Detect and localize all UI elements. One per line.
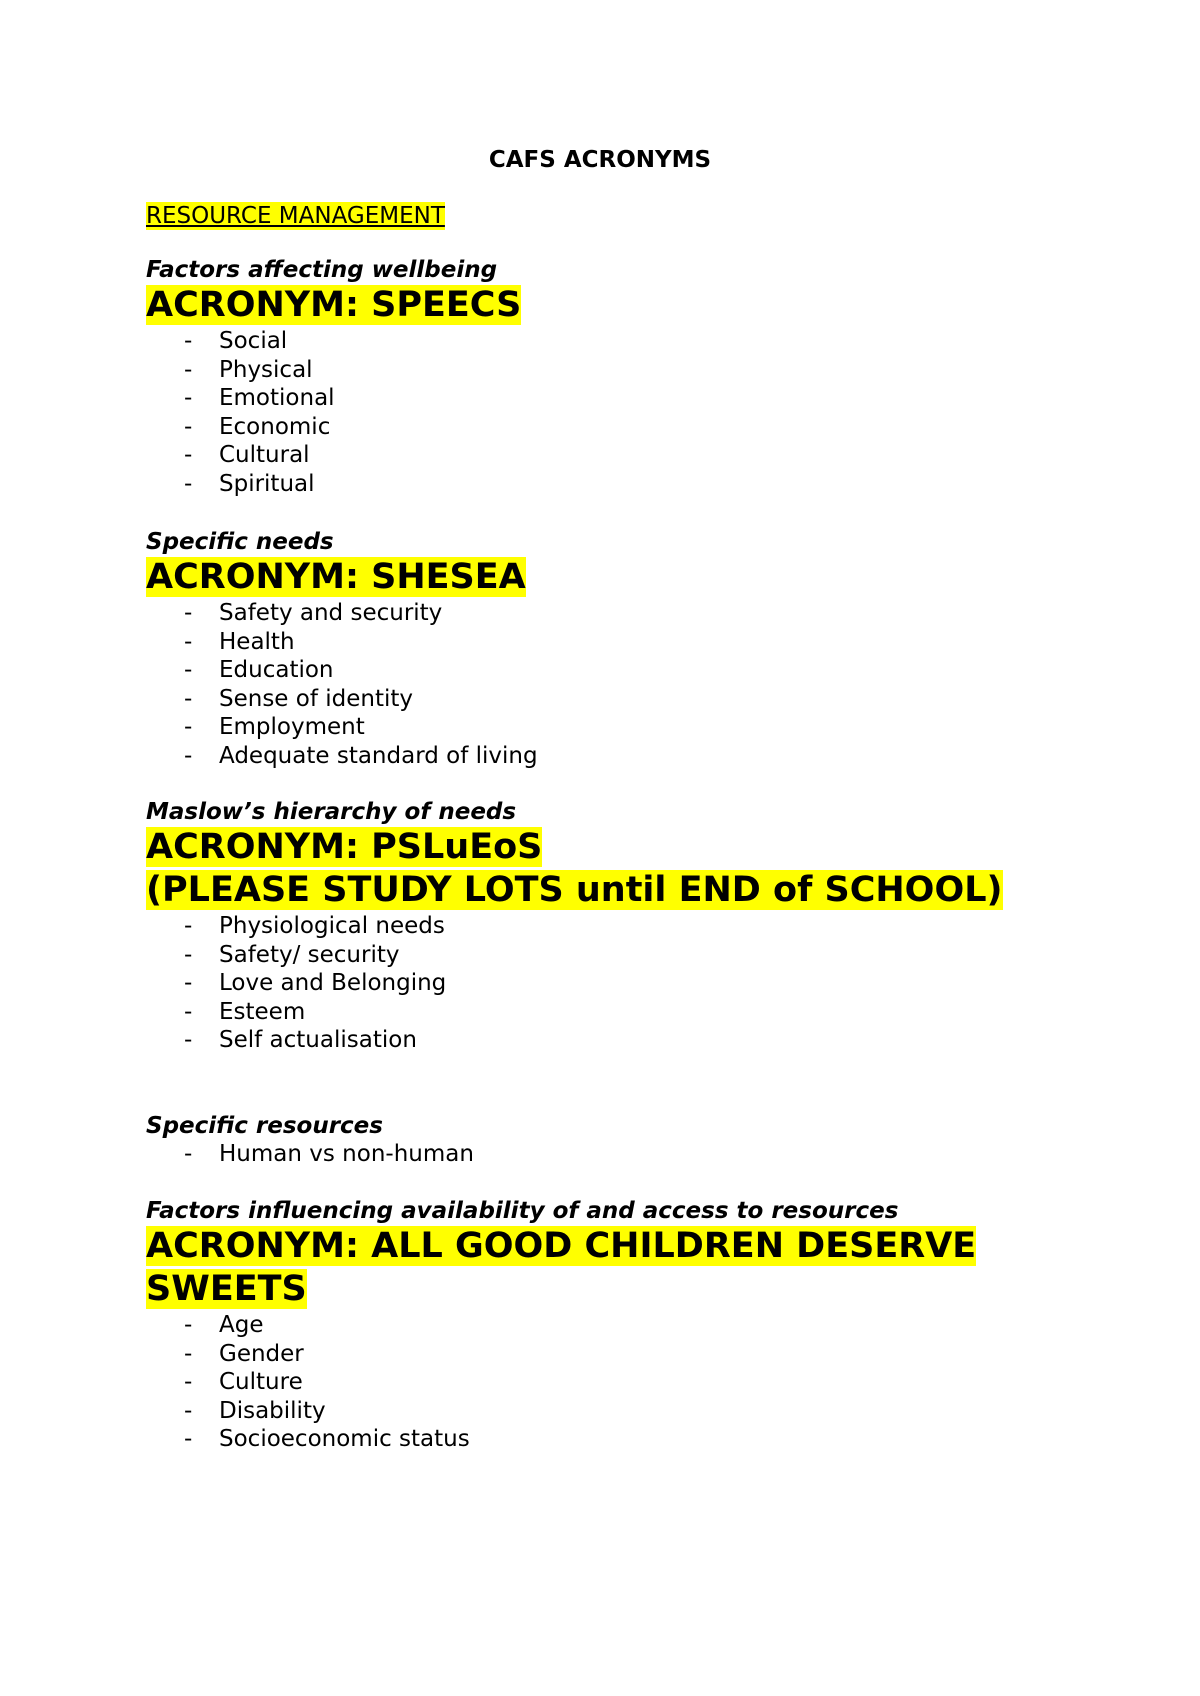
list-item: - Disability <box>184 1397 326 1424</box>
block-specific-needs <box>146 528 1056 770</box>
list-item: - Sense of identity <box>184 685 414 712</box>
list-item: - Spiritual <box>184 470 315 497</box>
block-label: Factors influencing availability of and access to resources <box>146 1198 899 1224</box>
item-list <box>146 599 1056 770</box>
list-item: - Esteem <box>184 998 306 1025</box>
list-item: - Cultural <box>184 442 310 468</box>
acronym-line: SWEETS <box>146 1269 307 1309</box>
list-item: - Safety and security <box>184 600 443 626</box>
list-item: - Safety/ security <box>184 941 400 968</box>
list-item: - Age <box>184 1312 264 1338</box>
list-item: - Emotional <box>184 385 335 411</box>
list-item: - Economic <box>184 413 331 440</box>
block-label: Maslow’s hierarchy of needs <box>146 799 517 825</box>
acronym-line: ACRONYM: SHESEA <box>146 557 526 597</box>
item-list <box>146 1140 1056 1169</box>
list-item: - Adequate standard of living <box>184 742 538 769</box>
item-list <box>146 1311 1056 1454</box>
acronym-line: ACRONYM: SPEECS <box>146 285 522 325</box>
list-item: - Physiological needs <box>184 913 445 939</box>
block-specific-resources <box>146 1112 1056 1169</box>
list-item: - Culture <box>184 1369 303 1395</box>
list-item: - Human vs non-human <box>184 1141 474 1167</box>
list-item: - Socioeconomic status <box>184 1426 470 1452</box>
list-item: - Love and Belonging <box>184 970 447 996</box>
list-item: - Employment <box>184 714 365 740</box>
acronym-line: ACRONYM: PSLuEoS <box>146 827 543 867</box>
acronym-line: (PLEASE STUDY LOTS until END of SCHOOL) <box>146 870 1003 910</box>
list-item: - Self actualisation <box>184 1027 417 1053</box>
block-label: Specific needs <box>146 529 334 555</box>
item-list <box>146 327 1056 498</box>
list-item: - Education <box>184 657 334 683</box>
block-label: Factors affecting wellbeing <box>146 257 498 283</box>
section-heading: RESOURCE MANAGEMENT <box>146 203 445 229</box>
item-list <box>146 912 1056 1055</box>
acronym-line: ACRONYM: ALL GOOD CHILDREN DESERVE <box>146 1226 977 1266</box>
document-title: CAFS ACRONYMS <box>488 147 712 173</box>
list-item: - Health <box>184 628 295 655</box>
list-item: - Social <box>184 328 288 354</box>
block-label: Specific resources <box>146 1113 383 1139</box>
block-maslow <box>146 798 1056 1055</box>
block-wellbeing-factors <box>146 256 1056 498</box>
block-resource-access-factors <box>146 1197 1056 1454</box>
list-item: - Gender <box>184 1340 304 1367</box>
list-item: - Physical <box>184 356 313 383</box>
